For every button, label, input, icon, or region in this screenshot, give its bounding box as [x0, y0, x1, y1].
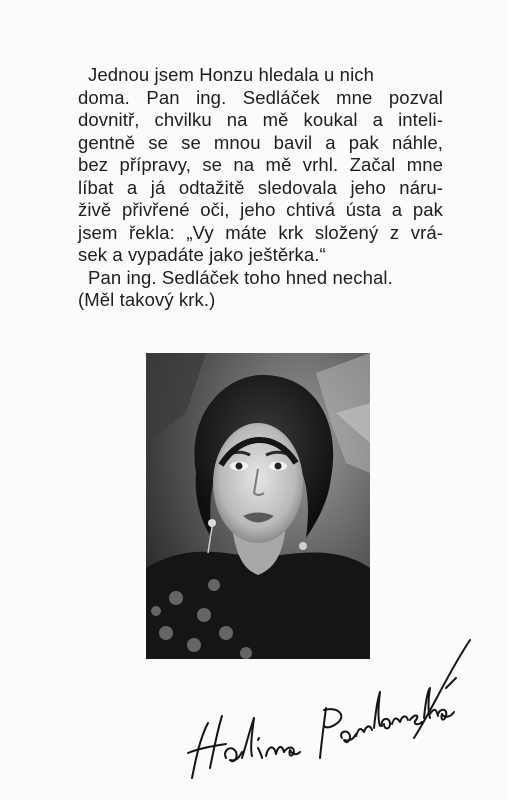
text-line: živě přivřené oči, jeho chtivá ústa a pak [78, 199, 443, 220]
text-line: sek a vypadáte jako ještěrka.“ [78, 244, 326, 265]
body-text [78, 64, 443, 312]
portrait-photo-icon [146, 353, 370, 659]
text-line: Jednou jsem Honzu hledala u nich [88, 64, 375, 85]
text-line: Pan ing. Sedláček toho hned nechal. [88, 266, 393, 288]
text-line: jsem řekla: „Vy máte krk složený z vrá- [78, 221, 443, 243]
text-line: dovnitř, chvilku na mě koukal a inteli- [78, 109, 443, 130]
text-line: doma. Pan ing. Sedláček mne pozval [78, 86, 443, 108]
text-line: bez přípravy, se na mě vrhl. Začal mne [78, 154, 443, 175]
portrait-photo [146, 353, 370, 659]
text-line: gentně se se mnou bavil a pak náhle, [78, 131, 443, 153]
text-line: líbat a já odtažitě sledovala jeho náru- [78, 176, 443, 198]
signature [178, 628, 478, 788]
text-line: (Měl takový krk.) [78, 289, 216, 310]
